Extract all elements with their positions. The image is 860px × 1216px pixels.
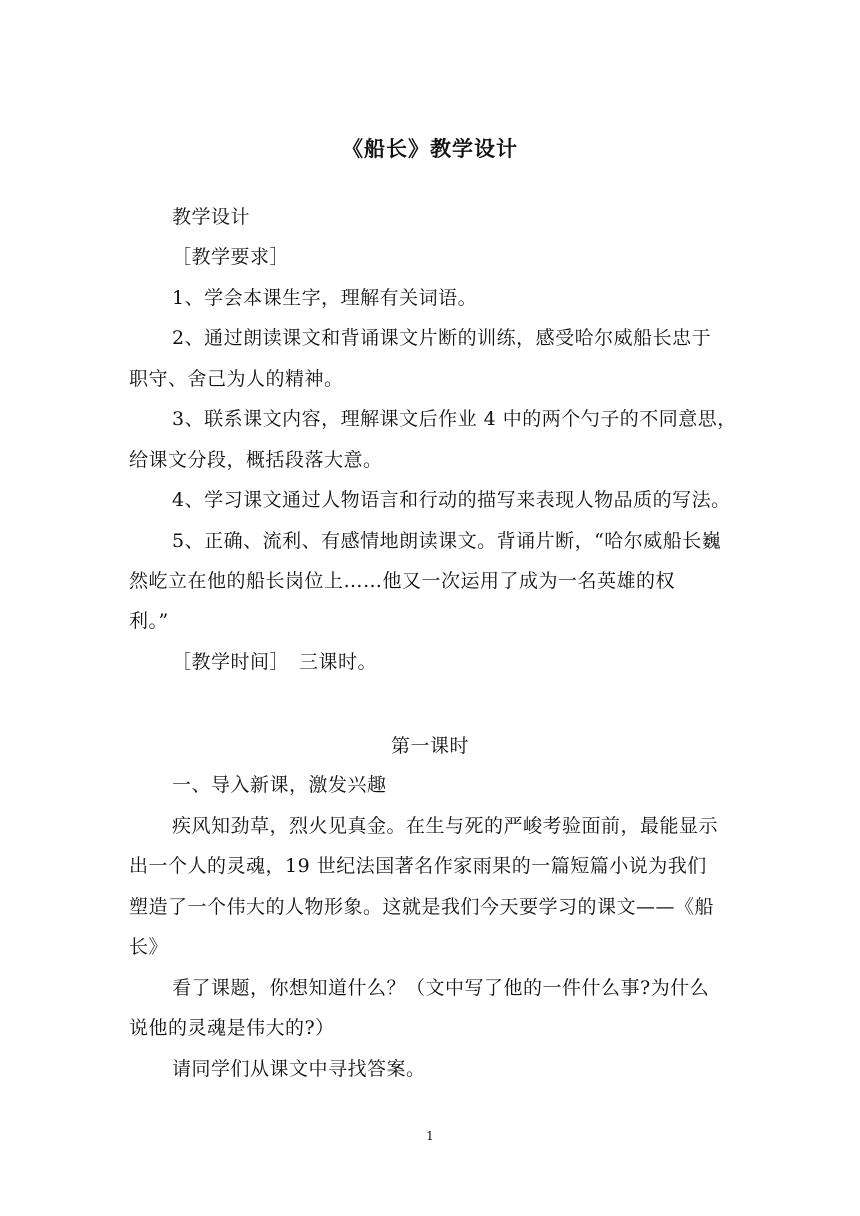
document-title: 《船长》教学设计 — [342, 136, 518, 161]
instruction-line: 请同学们从课文中寻找答案。 — [172, 1058, 426, 1080]
teaching-time: ［教学时间］ 三课时。 — [172, 651, 378, 673]
requirement-2-line-1: 2、通过朗读课文和背诵课文片断的训练，感受哈尔威船长忠于 — [172, 327, 712, 349]
intro-paragraph-line-3: 塑造了一个伟大的人物形象。这就是我们今天要学习的课文——《船 — [129, 896, 715, 918]
requirement-3-line-1: 3、联系课文内容，理解课文后作业 4 中的两个勺子的不同意思， — [172, 408, 737, 430]
requirement-1: 1、学会本课生字，理解有关词语。 — [172, 287, 478, 309]
requirement-5-line-1: 5、正确、流利、有感情地朗读课文。背诵片断，“哈尔威船长巍 — [172, 530, 722, 552]
requirement-4: 4、学习课文通过人物语言和行动的描写来表现人物品质的写法。 — [172, 489, 731, 511]
requirement-3-line-2: 给课文分段，概括段落大意。 — [129, 449, 383, 471]
step-1-heading: 一、导入新课，激发兴趣 — [172, 774, 387, 796]
question-line-1: 看了课题，你想知道什么？（文中写了他的一件什么事?为什么 — [172, 977, 710, 999]
requirement-2-line-2: 职守、舍己为人的精神。 — [129, 368, 344, 390]
section-label-requirements: ［教学要求］ — [172, 246, 290, 268]
section-heading: 教学设计 — [172, 206, 251, 228]
requirement-5-line-2: 然屹立在他的船长岗位上……他又一次运用了成为一名英雄的权 — [129, 570, 676, 592]
intro-paragraph-line-1: 疾风知劲草，烈火见真金。在生与死的严峻考验面前，最能显示 — [172, 815, 719, 837]
intro-paragraph-line-2: 出一个人的灵魂，19 世纪法国著名作家雨果的一篇短篇小说为我们 — [129, 855, 707, 877]
intro-paragraph-line-4: 长》 — [129, 936, 169, 958]
requirement-5-line-3: 利。” — [129, 610, 169, 632]
lesson-heading: 第一课时 — [390, 735, 469, 757]
question-line-2: 说他的灵魂是伟大的?） — [129, 1017, 335, 1039]
page-number: 1 — [426, 1129, 434, 1143]
